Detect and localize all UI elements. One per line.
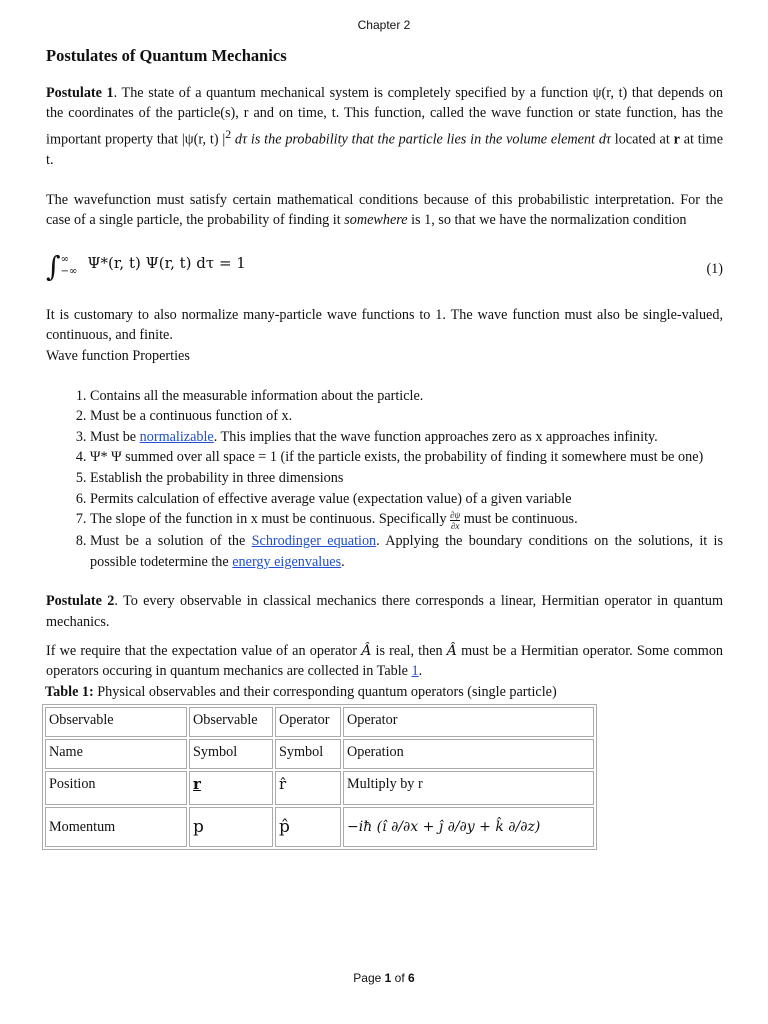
table-row: [45, 707, 594, 737]
table-cell: Operator: [275, 707, 341, 737]
table-cell: Observable: [45, 707, 187, 737]
energy-eigenvalues-link[interactable]: energy eigenvalues: [232, 553, 342, 570]
partial-derivative: $\frac{\partial\psi}{\partial x}$: [450, 510, 461, 532]
table-cell: Momentum: [45, 807, 187, 847]
table-cell: Symbol: [275, 739, 341, 769]
hermitian-paragraph: If we require that the expectation value of an operator Â is real, then Â must be a Hermitian operator. Some common operators occuring in quantum mechanics are collected in Table 1.: [46, 642, 724, 680]
postulate-2-label: Postulate 2: [46, 593, 115, 610]
table-cell: p: [189, 807, 273, 847]
table-row: [45, 739, 594, 769]
table-cell: Multiply by r: [343, 771, 594, 805]
document-body: [46, 46, 723, 850]
operators-table: [42, 682, 597, 851]
table-cell: Operation: [343, 739, 594, 769]
table-cell: Name: [45, 739, 187, 769]
table-cell: r̂: [275, 771, 341, 805]
table-cell: Symbol: [189, 739, 273, 769]
many-particle-paragraph: It is customary to also normalize many-particle wave functions to 1. The wave function must also be single-valued, continuous, and finite.: [46, 306, 723, 344]
schrodinger-equation-link[interactable]: Schrodinger equation: [251, 533, 377, 550]
postulate-2-paragraph: Postulate 2. To every observable in classical mechanics there corresponds a linear, Hermitian operator in quantum mechanics.: [46, 593, 723, 631]
table-cell: Operator: [343, 707, 594, 737]
list-item: 4. Ψ* Ψ summed over all space = 1 (if the particle exists, the probability of finding it somewhere must be one): [90, 447, 723, 468]
equation-body: Ψ*(r, t) Ψ(r, t) dτ = 1: [87, 253, 246, 272]
table-cell: Observable: [189, 707, 273, 737]
list-item: 6. Permits calculation of effective average value (expectation value) of a given variable: [90, 489, 723, 510]
equation-number: (1): [706, 260, 723, 277]
list-item: 1. Contains all the measurable information about the particle.: [90, 386, 723, 407]
postulate-1-paragraph: Postulate 1. The state of a quantum mechanical system is completely specified by a function ψ(r, t) that depends on the coordinates of the particle(s), r and on time, t. This function, called the wave function or state function, has the important property that |ψ(r, t) $|^2$ dτ is the probability that the particle lies in the volume element dτ located at r at time t.: [46, 84, 723, 169]
normalizable-link[interactable]: normalizable: [139, 428, 214, 445]
page-title: Postulates of Quantum Mechanics: [46, 46, 287, 65]
list-item: 7. The slope of the function in x must be continuous. Specifically $\frac{\partial\psi}{\partial x}$ must be continuous.: [90, 509, 723, 531]
page-header: Chapter 2: [357, 18, 411, 32]
table-row: [45, 807, 594, 847]
list-item: 2. Must be a continuous function of x.: [90, 406, 723, 427]
table-caption: Table 1: Physical observables and their corresponding quantum operators (single particle): [45, 683, 557, 700]
table-1-link[interactable]: 1: [411, 663, 419, 680]
normalization-paragraph: The wavefunction must satisfy certain mathematical conditions because of this probabilistic interpretation. For the case of a single particle, the probability of finding it somewhere is 1, so that we have the normalization condition: [46, 191, 723, 229]
page-footer: Page 1 of 6: [353, 971, 415, 985]
properties-list: [46, 386, 723, 573]
normalization-equation: ∫ ∞ −∞ Ψ*(r, t) Ψ(r, t) dτ = 1 (1): [46, 249, 723, 283]
table-cell: Position: [45, 771, 187, 805]
table-cell: p̂: [275, 807, 341, 847]
postulate-1-label: Postulate 1: [46, 84, 114, 101]
table-cell: −iħ (î ∂/∂x + ĵ ∂/∂y + k̂ ∂/∂z): [343, 807, 594, 847]
list-item: 8. Must be a solution of the Schrodinger equation. Applying the boundary conditions on the solutions, it is possible todetermine the energy eigenvalues.: [90, 531, 723, 572]
table-cell: r: [189, 771, 273, 805]
list-item: 3. Must be normalizable. This implies that the wave function approaches zero as x approaches infinity.: [90, 427, 723, 448]
list-item: 5. Establish the probability in three dimensions: [90, 468, 723, 489]
integral-sign: ∫: [46, 249, 61, 283]
table-row: [45, 771, 594, 805]
properties-heading: Wave function Properties: [46, 348, 190, 365]
